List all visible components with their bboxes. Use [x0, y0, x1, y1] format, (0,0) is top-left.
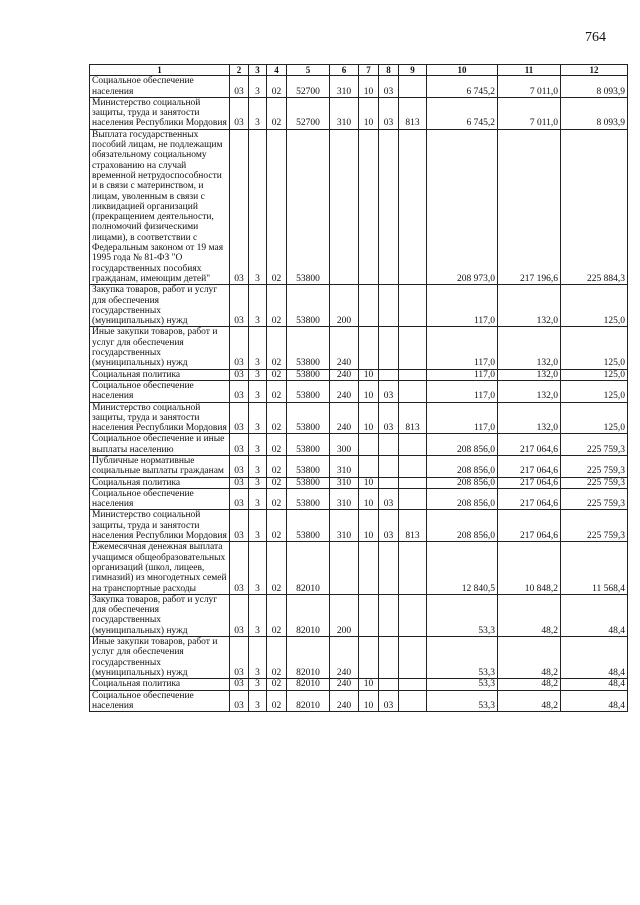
amount-year-1-cell: 208 856,0 [427, 477, 498, 488]
amount-year-2-cell: 10 848,2 [498, 542, 561, 594]
amount-year-2-cell: 48,2 [498, 690, 561, 712]
amount-year-1-cell: 117,0 [427, 285, 498, 327]
section-code-cell: 03 [230, 129, 249, 284]
program-code-cell: 3 [249, 380, 267, 402]
section-cell: 10 [359, 97, 379, 129]
section-cell: 10 [359, 510, 379, 542]
subprogram-code-cell: 02 [267, 690, 287, 712]
table-row [90, 637, 628, 679]
column-header-12: 12 [561, 65, 628, 76]
name-cell: Иные закупки товаров, работ и услуг для обеспечения государственных (муниципальных) нужд [90, 637, 230, 679]
ministry-code-cell [399, 380, 427, 402]
amount-year-1-cell: 117,0 [427, 369, 498, 380]
ministry-code-cell [399, 455, 427, 477]
section-cell: 10 [359, 402, 379, 434]
column-header-10: 10 [427, 65, 498, 76]
expense-type-cell: 310 [330, 455, 359, 477]
section-cell [359, 434, 379, 456]
subsection-cell: 03 [379, 690, 399, 712]
section-cell [359, 455, 379, 477]
amount-year-3-cell: 125,0 [561, 380, 628, 402]
ministry-code-cell [399, 369, 427, 380]
name-cell: Публичные нормативные социальные выплаты гражданам [90, 455, 230, 477]
subprogram-code-cell: 02 [267, 76, 287, 98]
amount-year-2-cell: 48,2 [498, 679, 561, 690]
column-header-7: 7 [359, 65, 379, 76]
expense-type-cell: 200 [330, 594, 359, 636]
subprogram-code-cell: 02 [267, 455, 287, 477]
ministry-code-cell [399, 690, 427, 712]
section-cell [359, 285, 379, 327]
amount-year-3-cell: 225 759,3 [561, 477, 628, 488]
section-cell: 10 [359, 679, 379, 690]
name-cell: Социальное обеспечение населения [90, 76, 230, 98]
subprogram-code-cell: 02 [267, 402, 287, 434]
expense-type-cell: 310 [330, 488, 359, 510]
section-code-cell: 03 [230, 76, 249, 98]
subsection-cell [379, 542, 399, 594]
target-code-cell: 53800 [287, 285, 330, 327]
column-header-8: 8 [379, 65, 399, 76]
amount-year-2-cell: 217 064,6 [498, 488, 561, 510]
column-header-2: 2 [230, 65, 249, 76]
expense-type-cell: 200 [330, 285, 359, 327]
amount-year-3-cell: 48,4 [561, 679, 628, 690]
expense-type-cell [330, 129, 359, 284]
amount-year-1-cell: 208 973,0 [427, 129, 498, 284]
subsection-cell [379, 369, 399, 380]
section-code-cell: 03 [230, 402, 249, 434]
target-code-cell: 53800 [287, 380, 330, 402]
ministry-code-cell [399, 76, 427, 98]
section-cell [359, 542, 379, 594]
name-cell: Социальное обеспечение населения [90, 488, 230, 510]
table-row [90, 369, 628, 380]
section-code-cell: 03 [230, 637, 249, 679]
column-header-11: 11 [498, 65, 561, 76]
expense-type-cell: 310 [330, 97, 359, 129]
target-code-cell: 82010 [287, 542, 330, 594]
target-code-cell: 53800 [287, 402, 330, 434]
section-code-cell: 03 [230, 477, 249, 488]
expense-type-cell: 240 [330, 402, 359, 434]
name-cell: Социальная политика [90, 679, 230, 690]
subprogram-code-cell: 02 [267, 477, 287, 488]
expense-type-cell: 240 [330, 690, 359, 712]
table-row [90, 380, 628, 402]
table-body [90, 76, 628, 712]
target-code-cell: 82010 [287, 637, 330, 679]
ministry-code-cell [399, 594, 427, 636]
subprogram-code-cell: 02 [267, 510, 287, 542]
subsection-cell [379, 327, 399, 369]
section-cell [359, 129, 379, 284]
table-row [90, 542, 628, 594]
ministry-code-cell [399, 679, 427, 690]
subprogram-code-cell: 02 [267, 285, 287, 327]
name-cell: Социальное обеспечение и иные выплаты населению [90, 434, 230, 456]
section-cell: 10 [359, 690, 379, 712]
section-code-cell: 03 [230, 327, 249, 369]
ministry-code-cell [399, 285, 427, 327]
amount-year-1-cell: 12 840,5 [427, 542, 498, 594]
column-header-3: 3 [249, 65, 267, 76]
section-code-cell: 03 [230, 380, 249, 402]
amount-year-3-cell: 225 759,3 [561, 455, 628, 477]
amount-year-3-cell: 225 759,3 [561, 510, 628, 542]
amount-year-1-cell: 208 856,0 [427, 510, 498, 542]
program-code-cell: 3 [249, 76, 267, 98]
amount-year-3-cell: 48,4 [561, 637, 628, 679]
section-code-cell: 03 [230, 434, 249, 456]
ministry-code-cell [399, 542, 427, 594]
expense-type-cell: 240 [330, 679, 359, 690]
section-code-cell: 03 [230, 510, 249, 542]
amount-year-1-cell: 208 856,0 [427, 434, 498, 456]
target-code-cell: 82010 [287, 690, 330, 712]
subprogram-code-cell: 02 [267, 380, 287, 402]
subsection-cell: 03 [379, 510, 399, 542]
ministry-code-cell [399, 488, 427, 510]
expense-type-cell: 240 [330, 637, 359, 679]
section-cell: 10 [359, 488, 379, 510]
name-cell: Ежемесячная денежная выплата учащимся общеобразовательных организаций (школ, лицеев, гимназий) из многодетных семей на транспортные расходы [90, 542, 230, 594]
name-cell: Социальная политика [90, 477, 230, 488]
subprogram-code-cell: 02 [267, 488, 287, 510]
section-code-cell: 03 [230, 690, 249, 712]
table-row [90, 455, 628, 477]
section-cell: 10 [359, 76, 379, 98]
program-code-cell: 3 [249, 510, 267, 542]
program-code-cell: 3 [249, 542, 267, 594]
amount-year-2-cell: 132,0 [498, 327, 561, 369]
program-code-cell: 3 [249, 679, 267, 690]
expense-type-cell: 300 [330, 434, 359, 456]
ministry-code-cell [399, 327, 427, 369]
ministry-code-cell [399, 637, 427, 679]
name-cell: Выплата государственных пособий лицам, не подлежащим обязательному социальному страхованию на случай временной нетрудоспособности и в связи с материнством, и лицам, уволенным в связи с ликвидацией организаций (прекращением деятельности, полномочий физическими лицами), в соответствии с Федеральным законом от 19 мая 1995 года № 81-ФЗ "О государственных пособиях гражданам, имеющим детей" [90, 129, 230, 284]
table-row [90, 97, 628, 129]
table-row [90, 477, 628, 488]
amount-year-2-cell: 217 064,6 [498, 455, 561, 477]
subprogram-code-cell: 02 [267, 97, 287, 129]
amount-year-3-cell: 11 568,4 [561, 542, 628, 594]
section-cell [359, 594, 379, 636]
name-cell: Иные закупки товаров, работ и услуг для обеспечения государственных (муниципальных) нужд [90, 327, 230, 369]
ministry-code-cell [399, 477, 427, 488]
table-row [90, 76, 628, 98]
amount-year-1-cell: 6 745,2 [427, 97, 498, 129]
table-row [90, 402, 628, 434]
target-code-cell: 53800 [287, 477, 330, 488]
ministry-code-cell: 813 [399, 97, 427, 129]
table-row [90, 285, 628, 327]
amount-year-3-cell: 48,4 [561, 594, 628, 636]
program-code-cell: 3 [249, 637, 267, 679]
section-cell: 10 [359, 477, 379, 488]
name-cell: Закупка товаров, работ и услуг для обеспечения государственных (муниципальных) нужд [90, 594, 230, 636]
amount-year-2-cell: 132,0 [498, 402, 561, 434]
subsection-cell: 03 [379, 380, 399, 402]
subprogram-code-cell: 02 [267, 679, 287, 690]
name-cell: Министерство социальной защиты, труда и занятости населения Республики Мордовия [90, 402, 230, 434]
table-row [90, 327, 628, 369]
program-code-cell: 3 [249, 285, 267, 327]
subprogram-code-cell: 02 [267, 637, 287, 679]
amount-year-2-cell: 217 196,6 [498, 129, 561, 284]
name-cell: Министерство социальной защиты, труда и занятости населения Республики Мордовия [90, 510, 230, 542]
amount-year-1-cell: 208 856,0 [427, 488, 498, 510]
program-code-cell: 3 [249, 327, 267, 369]
amount-year-3-cell: 8 093,9 [561, 76, 628, 98]
program-code-cell: 3 [249, 434, 267, 456]
name-cell: Министерство социальной защиты, труда и занятости населения Республики Мордовия [90, 97, 230, 129]
subsection-cell [379, 679, 399, 690]
section-code-cell: 03 [230, 488, 249, 510]
subprogram-code-cell: 02 [267, 542, 287, 594]
target-code-cell: 53800 [287, 369, 330, 380]
amount-year-3-cell: 125,0 [561, 327, 628, 369]
subprogram-code-cell: 02 [267, 434, 287, 456]
subsection-cell [379, 594, 399, 636]
section-code-cell: 03 [230, 97, 249, 129]
amount-year-3-cell: 48,4 [561, 690, 628, 712]
target-code-cell: 53800 [287, 129, 330, 284]
expense-type-cell: 240 [330, 369, 359, 380]
subsection-cell [379, 434, 399, 456]
target-code-cell: 82010 [287, 679, 330, 690]
expense-type-cell: 310 [330, 76, 359, 98]
column-header-6: 6 [330, 65, 359, 76]
amount-year-1-cell: 117,0 [427, 402, 498, 434]
amount-year-3-cell: 125,0 [561, 285, 628, 327]
subprogram-code-cell: 02 [267, 327, 287, 369]
amount-year-1-cell: 208 856,0 [427, 455, 498, 477]
subsection-cell [379, 477, 399, 488]
subsection-cell: 03 [379, 97, 399, 129]
program-code-cell: 3 [249, 129, 267, 284]
ministry-code-cell: 813 [399, 402, 427, 434]
ministry-code-cell [399, 129, 427, 284]
target-code-cell: 53800 [287, 434, 330, 456]
ministry-code-cell: 813 [399, 510, 427, 542]
subsection-cell: 03 [379, 76, 399, 98]
column-header-4: 4 [267, 65, 287, 76]
amount-year-1-cell: 117,0 [427, 380, 498, 402]
program-code-cell: 3 [249, 477, 267, 488]
section-code-cell: 03 [230, 594, 249, 636]
amount-year-3-cell: 125,0 [561, 369, 628, 380]
amount-year-2-cell: 132,0 [498, 285, 561, 327]
subsection-cell [379, 129, 399, 284]
amount-year-3-cell: 125,0 [561, 402, 628, 434]
target-code-cell: 52700 [287, 97, 330, 129]
amount-year-1-cell: 6 745,2 [427, 76, 498, 98]
amount-year-2-cell: 132,0 [498, 380, 561, 402]
table-row [90, 690, 628, 712]
subsection-cell: 03 [379, 402, 399, 434]
section-cell [359, 327, 379, 369]
program-code-cell: 3 [249, 455, 267, 477]
amount-year-3-cell: 225 884,3 [561, 129, 628, 284]
target-code-cell: 53800 [287, 455, 330, 477]
target-code-cell: 52700 [287, 76, 330, 98]
table-row [90, 488, 628, 510]
amount-year-2-cell: 132,0 [498, 369, 561, 380]
subsection-cell [379, 637, 399, 679]
amount-year-2-cell: 217 064,6 [498, 434, 561, 456]
amount-year-3-cell: 225 759,3 [561, 488, 628, 510]
budget-table [89, 64, 628, 712]
section-code-cell: 03 [230, 542, 249, 594]
table-row [90, 594, 628, 636]
amount-year-1-cell: 53,3 [427, 679, 498, 690]
target-code-cell: 53800 [287, 327, 330, 369]
program-code-cell: 3 [249, 369, 267, 380]
amount-year-2-cell: 217 064,6 [498, 510, 561, 542]
amount-year-3-cell: 225 759,3 [561, 434, 628, 456]
ministry-code-cell [399, 434, 427, 456]
subprogram-code-cell: 02 [267, 129, 287, 284]
section-cell [359, 637, 379, 679]
target-code-cell: 53800 [287, 488, 330, 510]
subprogram-code-cell: 02 [267, 369, 287, 380]
table-row [90, 434, 628, 456]
expense-type-cell [330, 542, 359, 594]
amount-year-1-cell: 53,3 [427, 594, 498, 636]
section-code-cell: 03 [230, 285, 249, 327]
expense-type-cell: 310 [330, 477, 359, 488]
table-row [90, 510, 628, 542]
subsection-cell [379, 285, 399, 327]
section-cell: 10 [359, 369, 379, 380]
amount-year-2-cell: 217 064,6 [498, 477, 561, 488]
name-cell: Социальное обеспечение населения [90, 690, 230, 712]
program-code-cell: 3 [249, 97, 267, 129]
table-row [90, 679, 628, 690]
amount-year-3-cell: 8 093,9 [561, 97, 628, 129]
column-header-1: 1 [90, 65, 230, 76]
name-cell: Закупка товаров, работ и услуг для обеспечения государственных (муниципальных) нужд [90, 285, 230, 327]
amount-year-1-cell: 117,0 [427, 327, 498, 369]
program-code-cell: 3 [249, 402, 267, 434]
amount-year-2-cell: 7 011,0 [498, 76, 561, 98]
program-code-cell: 3 [249, 690, 267, 712]
section-cell: 10 [359, 380, 379, 402]
column-header-5: 5 [287, 65, 330, 76]
subsection-cell: 03 [379, 488, 399, 510]
expense-type-cell: 240 [330, 380, 359, 402]
table-header-row [90, 65, 628, 76]
program-code-cell: 3 [249, 594, 267, 636]
expense-type-cell: 310 [330, 510, 359, 542]
name-cell: Социальное обеспечение населения [90, 380, 230, 402]
table-row [90, 129, 628, 284]
program-code-cell: 3 [249, 488, 267, 510]
amount-year-2-cell: 7 011,0 [498, 97, 561, 129]
amount-year-2-cell: 48,2 [498, 637, 561, 679]
target-code-cell: 82010 [287, 594, 330, 636]
subprogram-code-cell: 02 [267, 594, 287, 636]
amount-year-1-cell: 53,3 [427, 690, 498, 712]
section-code-cell: 03 [230, 679, 249, 690]
column-header-9: 9 [399, 65, 427, 76]
page-number: 764 [585, 30, 606, 45]
name-cell: Социальная политика [90, 369, 230, 380]
amount-year-2-cell: 48,2 [498, 594, 561, 636]
expense-type-cell: 240 [330, 327, 359, 369]
section-code-cell: 03 [230, 369, 249, 380]
section-code-cell: 03 [230, 455, 249, 477]
subsection-cell [379, 455, 399, 477]
target-code-cell: 53800 [287, 510, 330, 542]
amount-year-1-cell: 53,3 [427, 637, 498, 679]
